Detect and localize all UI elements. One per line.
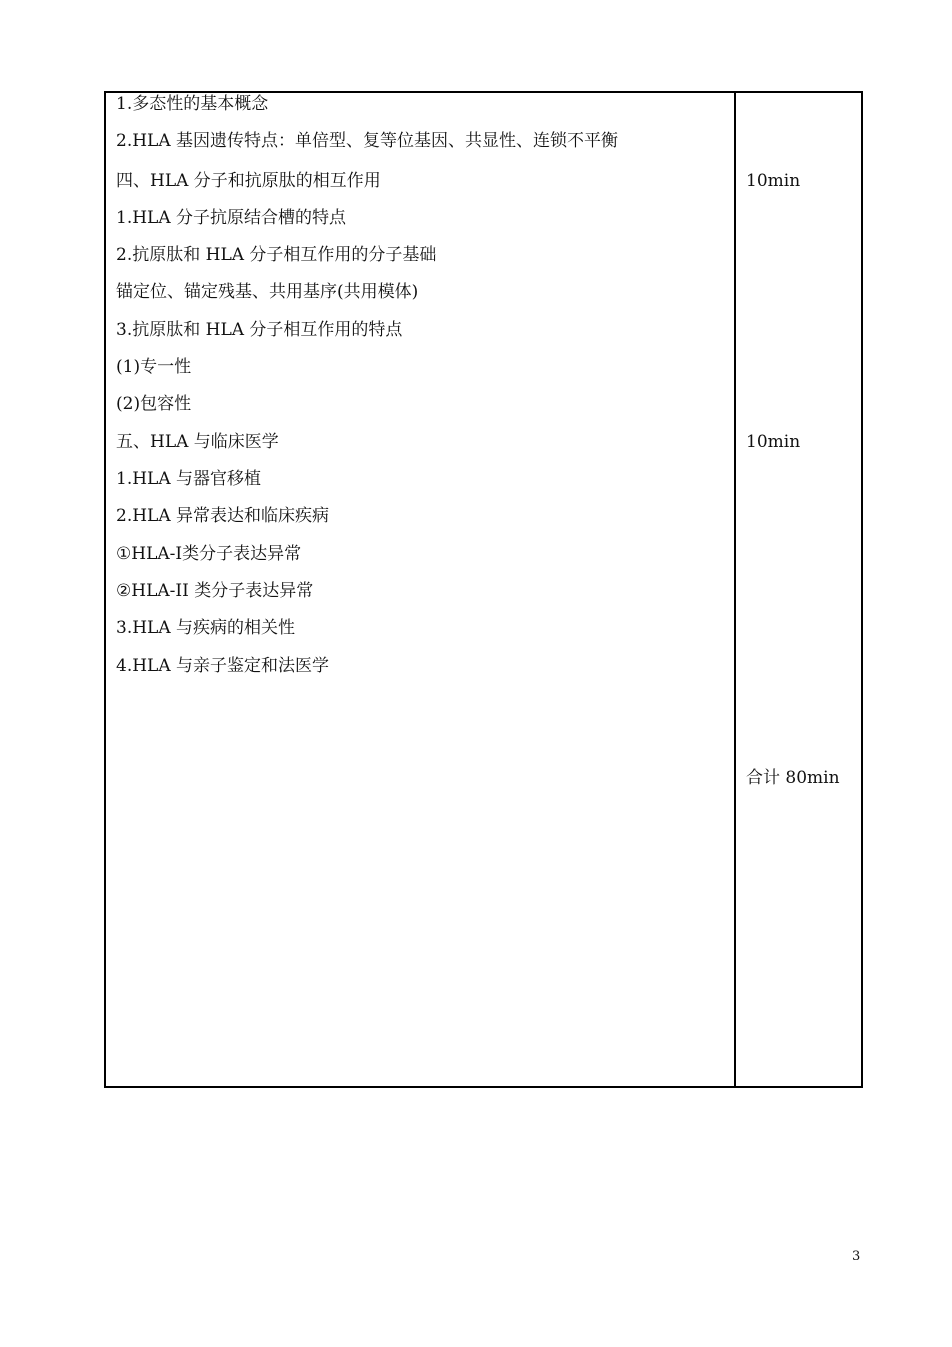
content-line: 4.HLA 与亲子鉴定和法医学 xyxy=(116,656,330,676)
content-line: 3.HLA 与疾病的相关性 xyxy=(116,618,296,638)
content-line: 2.HLA 基因遗传特点：单倍型、复等位基因、共显性、连锁不平衡 xyxy=(116,131,619,151)
section4-duration: 10min xyxy=(746,171,801,191)
section-heading: 五、HLA 与临床医学 xyxy=(116,432,279,452)
lesson-plan-table xyxy=(104,91,863,1088)
content-line: (1)专一性 xyxy=(116,357,192,377)
content-line: 1.HLA 分子抗原结合槽的特点 xyxy=(116,208,347,228)
column-divider xyxy=(734,93,736,1086)
content-line: 2.HLA 异常表达和临床疾病 xyxy=(116,506,330,526)
section5-duration: 10min xyxy=(746,432,801,452)
content-line: (2)包容性 xyxy=(116,394,192,414)
section-heading: 四、HLA 分子和抗原肽的相互作用 xyxy=(116,171,381,191)
content-line: 1.HLA 与器官移植 xyxy=(116,469,262,489)
content-line: 1.多态性的基本概念 xyxy=(116,94,269,114)
content-line: ①HLA-I类分子表达异常 xyxy=(116,544,302,564)
content-line: ②HLA-II 类分子表达异常 xyxy=(116,581,314,601)
content-line: 2.抗原肽和 HLA 分子相互作用的分子基础 xyxy=(116,245,437,265)
total-duration: 合计 80min xyxy=(746,768,840,788)
content-line: 锚定位、锚定残基、共用基序(共用模体) xyxy=(116,282,419,302)
page-number: 3 xyxy=(852,1249,861,1264)
content-line: 3.抗原肽和 HLA 分子相互作用的特点 xyxy=(116,320,403,340)
